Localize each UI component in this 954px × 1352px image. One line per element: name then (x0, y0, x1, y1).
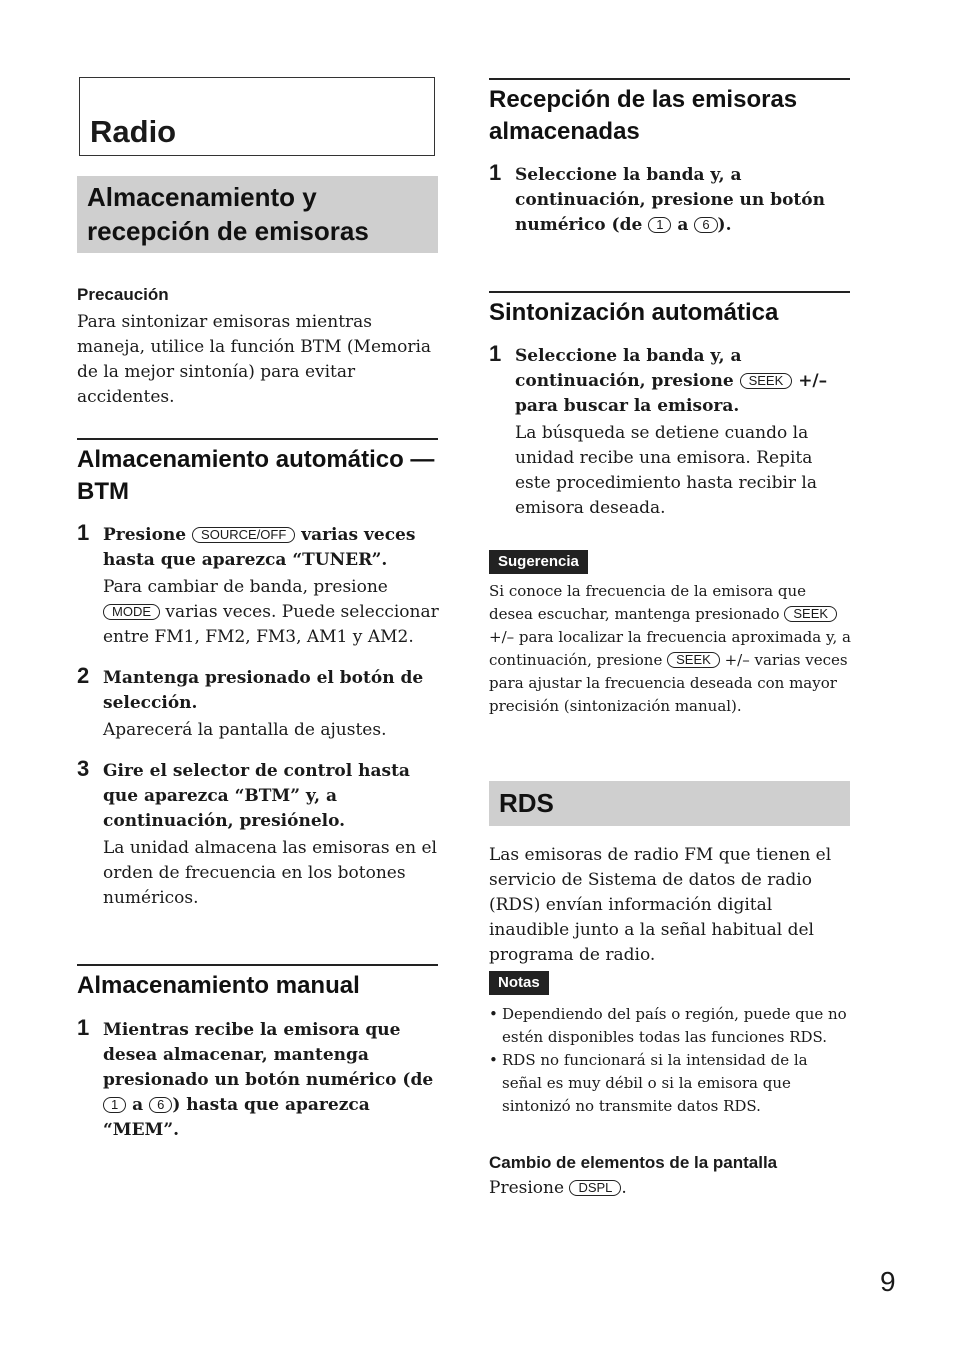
step-connector: a (677, 215, 689, 235)
btm-heading-block (77, 438, 438, 508)
rds-text: Las emisoras de radio FM que tienen el servicio de Sistema de datos de radio (RDS) envían información digital inaudible junto a la señal habitual del programa de radio. (489, 845, 832, 965)
btm-step-3 (77, 756, 439, 911)
recepcion-heading-block (489, 78, 850, 148)
number-6-key-icon: 6 (149, 1097, 172, 1113)
caution-text: Para sintonizar emisoras mientras maneja, utilice la función BTM (Memoria de la mejor sintonía) para evitar accidentes. (77, 312, 432, 407)
auto-step-1 (489, 341, 851, 521)
step-description-cont: varias veces. Puede seleccionar entre FM1, FM2, FM3, AM1 y AM2. (103, 602, 439, 647)
step-number: 2 (77, 663, 90, 688)
seek-key-icon: SEEK (667, 652, 720, 668)
btm-step-1 (77, 520, 439, 650)
seek-key-icon: SEEK (784, 606, 837, 622)
list-item: • Dependiendo del país o región, puede que no estén disponibles todas las funciones RDS. (489, 1003, 851, 1049)
recepcion-heading: Recepción de las emisoras almacenadas (489, 86, 798, 145)
tip-label: Sugerencia (489, 550, 588, 574)
btm-heading: Almacenamiento automático — BTM (77, 446, 435, 505)
dspl-key-icon: DSPL (569, 1180, 621, 1196)
rds-intro (489, 843, 851, 968)
step-instruction-cont: +/– para buscar la emisora. (515, 371, 828, 416)
step-description: Aparecerá la pantalla de ajustes. (103, 720, 387, 740)
step-description: La unidad almacena las emisoras en el orden de frecuencia en los botones numéricos. (103, 838, 437, 908)
step-instruction: Gire el selector de control hasta que aparezca “BTM” y, a continuación, presiónelo. (103, 761, 410, 831)
notes-block (489, 971, 851, 1118)
step-instruction: Mantenga presionado el botón de selección. (103, 668, 424, 713)
step-instruction: Presione (103, 525, 187, 545)
caution-label: Precaución (77, 285, 169, 304)
notes-label: Notas (489, 971, 549, 995)
tip-text (489, 580, 851, 718)
step-number: 3 (77, 756, 90, 781)
step-description: La búsqueda se detiene cuando la unidad recibe una emisora. Repita este procedimiento hasta recibir la emisora deseada. (515, 423, 818, 518)
page-number: 9 (880, 1266, 896, 1297)
chapter-title-box (79, 77, 435, 156)
step-instruction: Mientras recibe la emisora que desea almacenar, mantenga presionado un botón numérico (de (103, 1020, 434, 1090)
auto-heading-block (489, 291, 850, 329)
section-heading: Almacenamiento y recepción de emisoras (87, 182, 369, 246)
number-1-key-icon: 1 (103, 1097, 126, 1113)
manual-heading: Almacenamiento manual (77, 972, 360, 999)
step-instruction-cont: ). (717, 215, 732, 235)
seek-key-icon: SEEK (740, 373, 793, 389)
display-text (489, 1176, 851, 1201)
step-number: 1 (489, 160, 502, 185)
section-heading-band (77, 176, 438, 253)
step-instruction-cont: varias veces hasta que aparezca “TUNER”. (103, 525, 416, 570)
display-text-part: Presione (489, 1178, 565, 1198)
number-6-key-icon: 6 (694, 217, 717, 233)
display-block (489, 1152, 851, 1201)
number-1-key-icon: 1 (648, 217, 671, 233)
manual-step-1 (77, 1015, 439, 1143)
chapter-title: Radio (90, 114, 177, 149)
tip-text-part: Si conoce la frecuencia de la emisora que desea escuchar, mantenga presionado (489, 582, 807, 623)
step-number: 1 (77, 520, 90, 545)
recepcion-step-1 (489, 160, 851, 238)
step-connector: a (132, 1095, 144, 1115)
tip-text-part: +/– para localizar la frecuencia aproximada y, a continuación, presione (489, 628, 851, 669)
step-instruction: Seleccione la banda y, a continuación, presione (515, 346, 742, 391)
step-instruction-cont: ) hasta que aparezca “MEM”. (103, 1095, 370, 1140)
step-instruction: Seleccione la banda y, a continuación, presione un botón numérico (de (515, 165, 825, 235)
tip-block (489, 550, 851, 718)
rds-heading-band (489, 781, 850, 826)
auto-heading: Sintonización automática (489, 299, 779, 326)
display-text-part: . (621, 1178, 627, 1198)
tip-text-part: +/– varias veces para ajustar la frecuencia deseada con mayor precisión (sintonización manual). (489, 651, 848, 715)
display-heading: Cambio de elementos de la pantalla (489, 1153, 778, 1172)
list-item: • RDS no funcionará si la intensidad de la señal es muy débil o si la emisora que sintonizó no transmite datos RDS. (489, 1049, 851, 1118)
step-number: 1 (489, 341, 502, 366)
mode-key-icon: MODE (103, 604, 160, 620)
rds-heading: RDS (499, 788, 554, 818)
step-number: 1 (77, 1015, 90, 1040)
source-off-key-icon: SOURCE/OFF (192, 527, 295, 543)
btm-step-2 (77, 663, 439, 743)
manual-heading-block (77, 964, 438, 1002)
step-description: Para cambiar de banda, presione (103, 577, 388, 597)
notes-list (489, 1003, 851, 1118)
caution-block (77, 284, 439, 410)
